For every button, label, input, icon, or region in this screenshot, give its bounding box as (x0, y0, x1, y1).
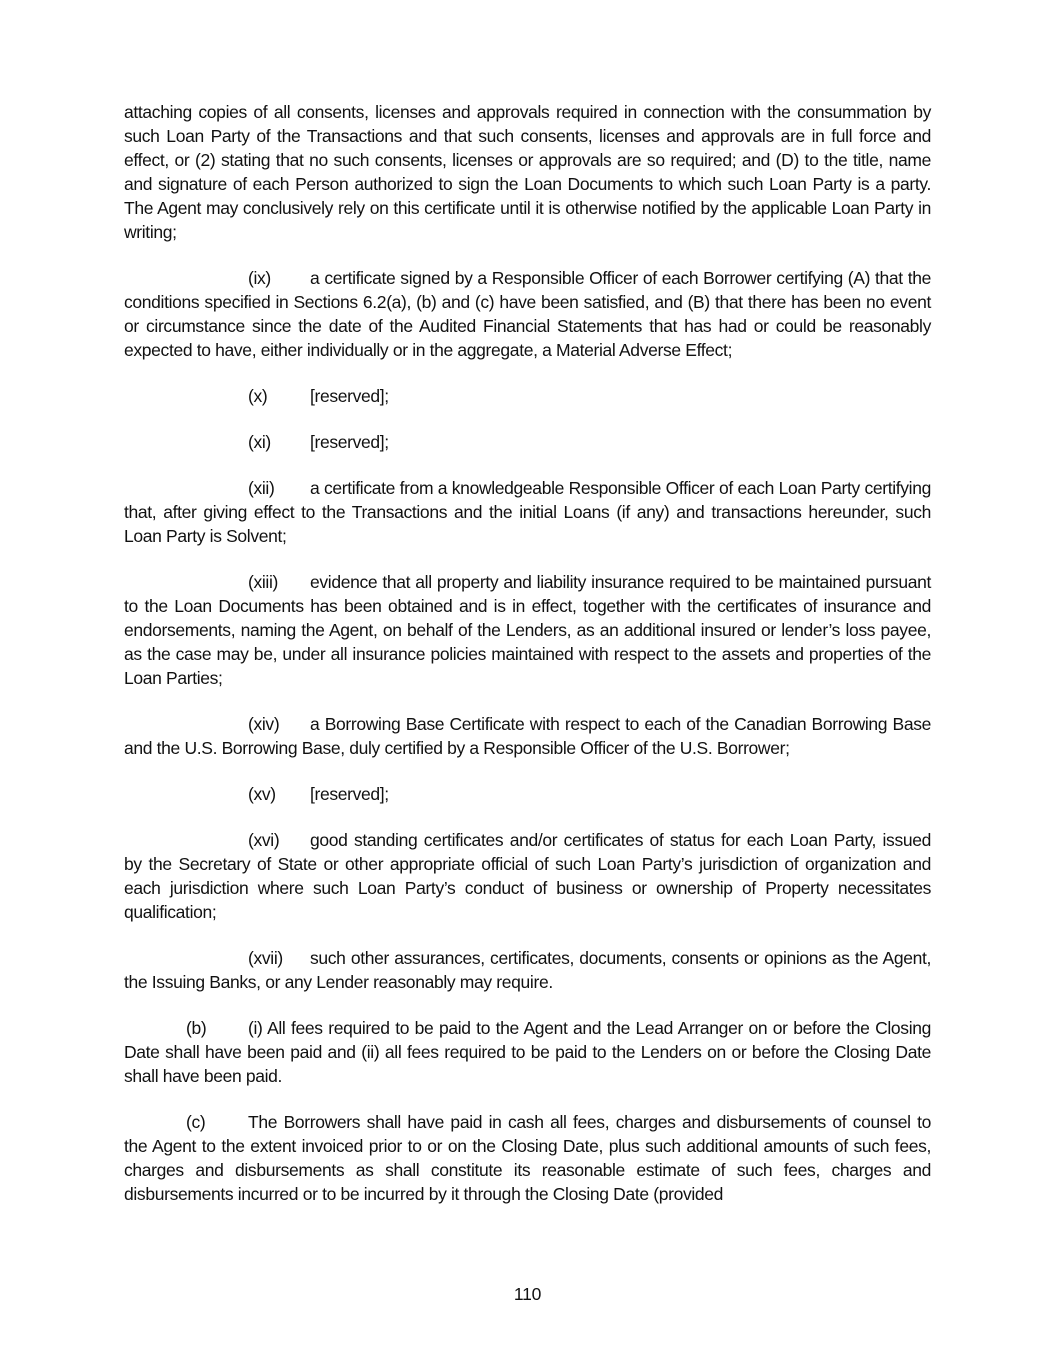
item-text: [reserved]; (310, 784, 389, 804)
item-xi (124, 430, 931, 454)
item-label: (xii) (248, 478, 275, 498)
document-body (124, 100, 931, 1228)
item-text: evidence that all property and liability insurance required to be maintained pursuant to the Loan Documents has been obtained and is in effect, together with the certificates of insurance and endorsements, naming the Agent, on behalf of the Lenders, as an additional insured or lender’s loss payee, as the case may be, under all insurance policies maintained with respect to the assets and properties of the Loan Parties; (124, 572, 931, 688)
item-xvi (124, 828, 931, 924)
item-xii (124, 476, 931, 548)
item-xvii (124, 946, 931, 994)
subsection-c (124, 1110, 931, 1206)
item-x (124, 384, 931, 408)
item-label: (xv) (248, 784, 276, 804)
item-label: (xiii) (248, 572, 278, 592)
item-text: [reserved]; (310, 432, 389, 452)
page-number: 110 (513, 1284, 542, 1304)
item-text: a certificate signed by a Responsible Officer of each Borrower certifying (A) that the conditions specified in Sections 6.2(a), (b) and (c) have been satisfied, and (B) that there has been no event or circumstance since the date of the Audited Financial Statements that has had or could be reasonably expected to have, either individually or in the aggregate, a Material Adverse Effect; (124, 268, 931, 360)
subsection-label: (b) (186, 1018, 207, 1038)
item-ix (124, 266, 931, 362)
continuation-paragraph: attaching copies of all consents, licenses and approvals required in connection with the consummation by such Loan Party of the Transactions and that such consents, licenses and approvals are in full force and effect, or (2) stating that no such consents, licenses or approvals are so required; and (D) to the title, name and signature of each Person authorized to sign the Loan Documents to which such Loan Party is a party. The Agent may conclusively rely on this certificate until it is otherwise notified by the applicable Loan Party in writing; (124, 102, 931, 242)
item-label: (x) (248, 386, 268, 406)
item-xv (124, 782, 931, 806)
subsection-text: (i) All fees required to be paid to the Agent and the Lead Arranger on or before the Closing Date shall have been paid and (ii) all fees required to be paid to the Lenders on or before the Closing Date shall have been paid. (124, 1018, 931, 1086)
item-text: such other assurances, certificates, documents, consents or opinions as the Agent, the Issuing Banks, or any Lender reasonably may require. (124, 948, 931, 992)
item-label: (xi) (248, 432, 271, 452)
item-xiii (124, 570, 931, 690)
item-label: (xvii) (248, 948, 283, 968)
item-text: good standing certificates and/or certificates of status for each Loan Party, issued by the Secretary of State or other appropriate official of such Loan Party’s jurisdiction of organization and each jurisdiction where such Loan Party’s conduct of business or ownership of Property necessitates qualification; (124, 830, 931, 922)
item-label: (xiv) (248, 714, 280, 734)
item-text: a certificate from a knowledgeable Responsible Officer of each Loan Party certifying that, after giving effect to the Transactions and the initial Loans (if any) and transactions hereunder, such Loan Party is Solvent; (124, 478, 931, 546)
subsection-b (124, 1016, 931, 1088)
item-text: [reserved]; (310, 386, 389, 406)
item-xiv (124, 712, 931, 760)
item-text: a Borrowing Base Certificate with respect to each of the Canadian Borrowing Base and the U.S. Borrowing Base, duly certified by a Responsible Officer of the U.S. Borrower; (124, 714, 931, 758)
item-label: (xvi) (248, 830, 280, 850)
subsection-text: The Borrowers shall have paid in cash all fees, charges and disbursements of counsel to the Agent to the extent invoiced prior to or on the Closing Date, plus such additional amounts of such fees, charges and disbursements as shall constitute its reasonable estimate of such fees, charges and disbursements incurred or to be incurred by it through the Closing Date (provided (124, 1112, 931, 1204)
item-label: (ix) (248, 268, 271, 288)
subsection-label: (c) (186, 1112, 206, 1132)
